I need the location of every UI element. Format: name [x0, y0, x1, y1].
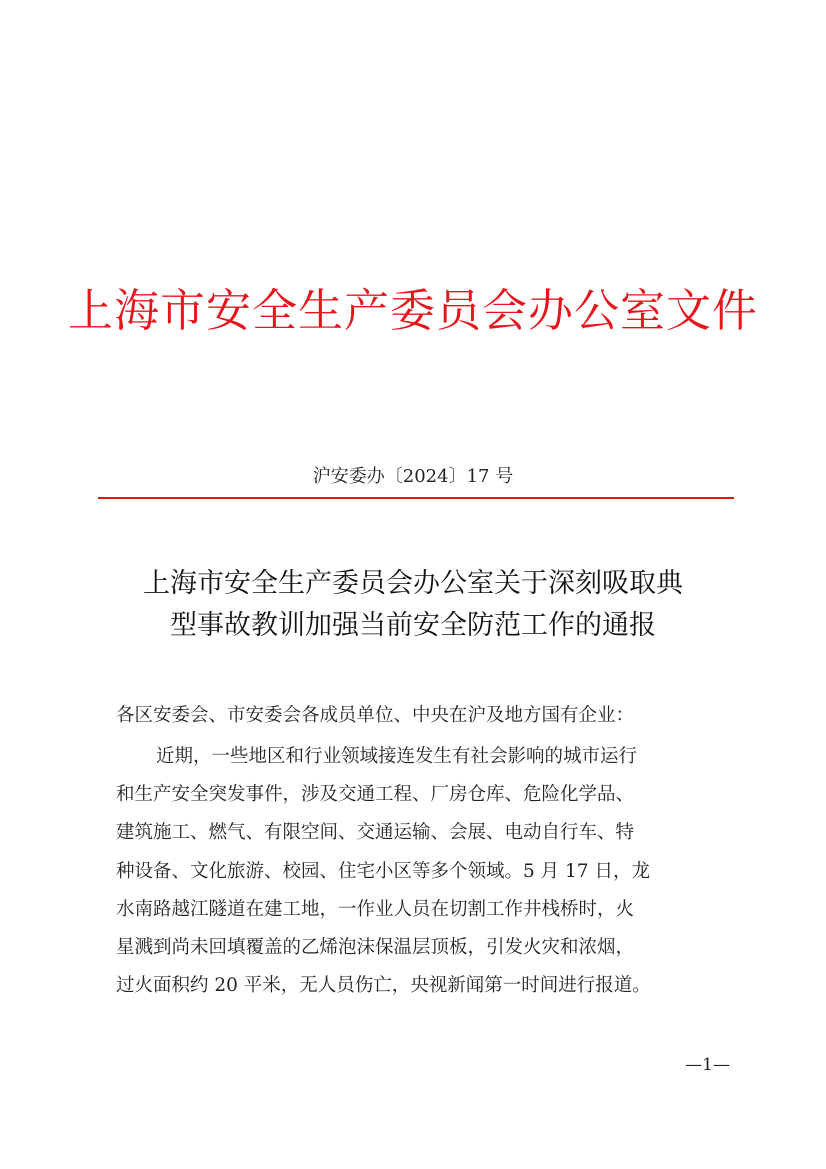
document-title: [100, 563, 726, 647]
recipients-line: 各区安委会、市安委会各成员单位、中央在沪及地方国有企业：: [116, 705, 635, 726]
document-title-line-2: 型事故教训加强当前安全防范工作的通报: [170, 610, 656, 641]
page-number: —1—: [685, 1055, 730, 1075]
body-line: 近期，一些地区和行业领域接连发生有社会影响的城市运行: [156, 746, 638, 767]
body-line: 星溅到尚未回填覆盖的乙烯泡沫保温层顶板，引发火灾和浓烟，: [116, 936, 635, 958]
body-line: 过火面积约 20 平米，无人员伤亡，央视新闻第一时间进行报道。: [116, 975, 651, 997]
document-number: 沪安委办〔2024〕17 号: [312, 466, 514, 487]
body-line: 水南路越江隧道在建工地，一作业人员在切割工作井栈桥时，火: [116, 898, 635, 920]
body-line: 种设备、文化旅游、校园、住宅小区等多个领域。5 月 17 日，龙: [116, 860, 650, 882]
body-line: 建筑施工、燃气、有限空间、交通运输、会展、电动自行车、特: [116, 822, 635, 844]
body-line: 和生产安全突发事件，涉及交通工程、厂房仓库、危险化学品、: [116, 784, 635, 806]
document-title-line-1: 上海市安全生产委员会办公室关于深刻吸取典: [143, 568, 683, 599]
body-text: [116, 738, 736, 1005]
document-masthead: 上海市安全生产委员会办公室文件: [67, 284, 758, 337]
red-divider-line: [98, 497, 734, 499]
